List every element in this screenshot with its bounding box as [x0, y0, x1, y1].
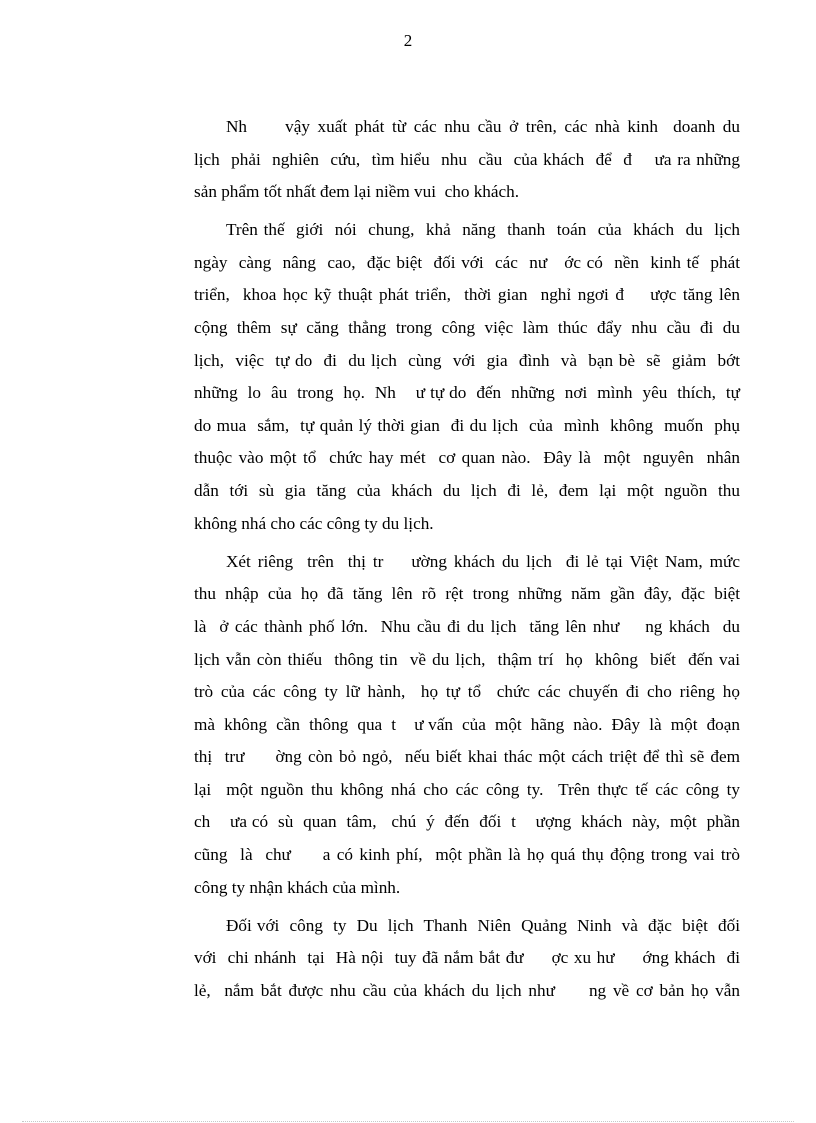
paragraph-line: Trên thế giới nói chung, khả năng thanh toán của khách du lịch — [226, 220, 740, 240]
paragraph-line: lại một nguồn thu không nhá cho các công ty. Trên thực tế các công ty — [194, 779, 740, 799]
paragraph-line: mà không cần thông qua t ư vấn của một hãng nào. Đây là một đoạn — [194, 714, 740, 734]
paragraph-line: do mua sắm, tự quản lý thời gian đi du lịch của mình không muốn phụ — [194, 415, 740, 435]
page-number: 2 — [403, 31, 413, 50]
paragraph-line: thu nhập của họ đã tăng lên rõ rệt trong những năm gần đây, đặc biệt — [194, 584, 740, 604]
paragraph-line: lịch, việc tự do đi du lịch cùng với gia đình và bạn bè sẽ giảm bớt — [194, 350, 740, 370]
paragraph-line: những lo âu trong họ. Nh ư tự do đến những nơi mình yêu thích, tự — [194, 383, 740, 403]
body-text — [194, 111, 740, 1008]
paragraph — [194, 910, 740, 1008]
paragraph-line: cộng thêm sự căng thẳng trong công việc làm thúc đẩy nhu cầu đi du — [194, 318, 740, 338]
paragraph-line: lịch vẫn còn thiếu thông tin về du lịch, thậm trí họ không biết đến vai — [194, 649, 740, 669]
paragraph-line: là ở các thành phố lớn. Nhu cầu đi du lịch tăng lên như ng khách du — [194, 616, 740, 636]
paragraph-line: Xét riêng trên thị tr ường khách du lịch đi lẻ tại Việt Nam, mức — [226, 551, 740, 571]
paragraph-line: thuộc vào một tổ chức hay mét cơ quan nào. Đây là một nguyên nhân — [194, 448, 740, 468]
paragraph-line: Nh vậy xuất phát từ các nhu cầu ở trên, các nhà kinh doanh du — [226, 117, 740, 136]
paragraph-line: với chi nhánh tại Hà nội tuy đã nắm bắt đư ợc xu hư ớng khách đi — [194, 948, 740, 968]
paragraph — [194, 546, 740, 905]
paragraph-line: Đối với công ty Du lịch Thanh Niên Quảng Ninh và đặc biệt đối — [226, 915, 740, 935]
paragraph-line: ngày càng nâng cao, đặc biệt đối với các nư ớc có nền kinh tế phát — [194, 252, 740, 272]
paragraph-line: cũng là chư a có kinh phí, một phần là họ quá thụ động trong vai trò — [194, 845, 740, 865]
paragraph-line: ch ưa có sù quan tâm, chú ý đến đối t ượng khách này, một phần — [194, 812, 740, 832]
paragraph-line: lịch phải nghiên cứu, tìm hiểu nhu cầu của khách để đ ưa ra những — [194, 149, 740, 169]
paragraph-line: không nhá cho các công ty du lịch. — [194, 513, 434, 533]
paragraph — [194, 111, 740, 209]
paragraph — [194, 214, 740, 540]
paragraph-line: thị trư ờng còn bỏ ngỏ, nếu biết khai thác một cách triệt để thì sẽ đem — [194, 747, 740, 767]
paragraph-line: trò của các công ty lữ hành, họ tự tổ chức các chuyến đi cho riêng họ — [194, 682, 740, 702]
paragraph-line: dẫn tới sù gia tăng của khách du lịch đi lẻ, đem lại một nguồn thu — [194, 481, 740, 501]
paragraph-line: triển, khoa học kỹ thuật phát triển, thời gian nghỉ ngơi đ ược tăng lên — [194, 285, 740, 305]
page-bottom-border — [22, 1121, 794, 1122]
paragraph-line: lẻ, nắm bắt được nhu cầu của khách du lịch như ng về cơ bản họ vẫn — [194, 980, 740, 1000]
paragraph-line: công ty nhận khách của mình. — [194, 877, 401, 897]
paragraph-line: sản phẩm tốt nhất đem lại niềm vui cho khách. — [194, 182, 520, 202]
